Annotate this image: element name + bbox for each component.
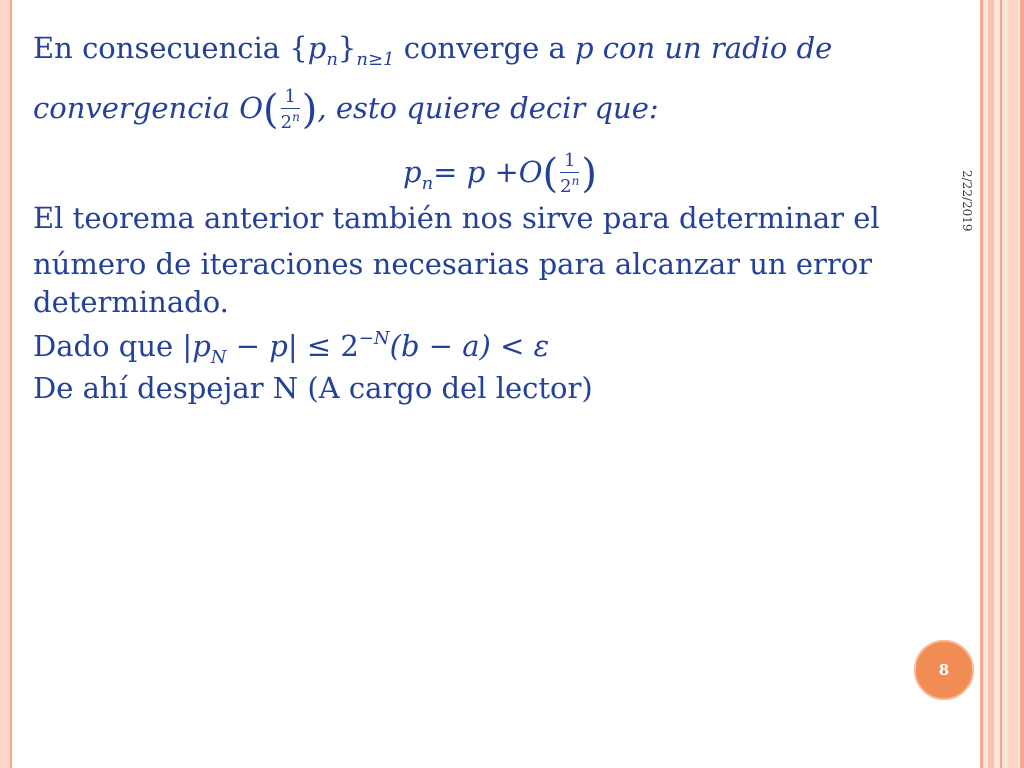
text-line-inequality — [33, 330, 549, 367]
math-paren: ) — [301, 87, 318, 133]
text-line-convergence — [33, 31, 833, 70]
text-line-iterations: número de iteraciones necesarias para alcanzar un error — [33, 247, 873, 281]
text-line-big-o — [33, 88, 659, 132]
math-superscript: −N — [358, 328, 390, 349]
math-symbol: | — [182, 329, 193, 363]
text-segment: converge a — [394, 31, 575, 65]
math-paren: ) — [581, 151, 597, 197]
fraction-numerator: 1 — [560, 152, 579, 173]
math-expression: (b − a) < ε — [389, 329, 550, 363]
math-subscript: n — [326, 49, 338, 70]
text-line-determined: determinado. — [33, 285, 229, 319]
frame-stripe — [1020, 0, 1024, 768]
math-expression: ≤ 2 — [297, 329, 359, 363]
fraction-numerator: 1 — [281, 88, 300, 109]
math-subscript: n — [421, 173, 434, 194]
math-symbol: p — [307, 31, 327, 65]
math-fraction — [560, 152, 579, 196]
denominator-base: 2 — [280, 112, 293, 133]
math-symbol: p — [192, 329, 211, 363]
denominator-base: 2 — [560, 176, 572, 197]
frame-stripe — [1008, 0, 1018, 768]
text-line-solve-n: De ahí despejar N (A cargo del lector) — [33, 371, 593, 405]
math-subscript: n≥1 — [356, 49, 395, 70]
text-segment: Dado que — [33, 329, 183, 363]
slide-date: 2/22/2019 — [960, 170, 974, 232]
fraction-denominator — [560, 173, 579, 196]
text-segment: En consecuencia { — [33, 31, 308, 65]
equation-pn — [403, 152, 597, 196]
text-segment: } — [337, 31, 357, 65]
math-expression: = p +O — [433, 155, 543, 189]
italic-text: convergencia O — [33, 91, 263, 125]
text-line-theorem: El teorema anterior también nos sirve para determinar el — [33, 201, 880, 235]
page-number-badge: 8 — [914, 640, 974, 700]
denominator-exponent: n — [292, 110, 300, 124]
math-expression: − p — [226, 329, 288, 363]
denominator-exponent: n — [571, 174, 580, 188]
math-subscript: N — [210, 347, 227, 368]
frame-stripe — [980, 0, 983, 768]
frame-stripe — [988, 0, 994, 768]
math-symbol: | — [287, 329, 298, 363]
frame-stripe — [1000, 0, 1002, 768]
left-frame-border — [0, 0, 12, 768]
fraction-denominator — [281, 109, 300, 132]
math-symbol: p — [403, 155, 422, 189]
italic-text: p con un radio de — [574, 31, 833, 65]
math-paren: ( — [263, 87, 279, 133]
math-paren: ( — [542, 151, 559, 197]
math-fraction — [281, 88, 300, 132]
italic-text: , esto quiere decir que: — [317, 91, 659, 125]
